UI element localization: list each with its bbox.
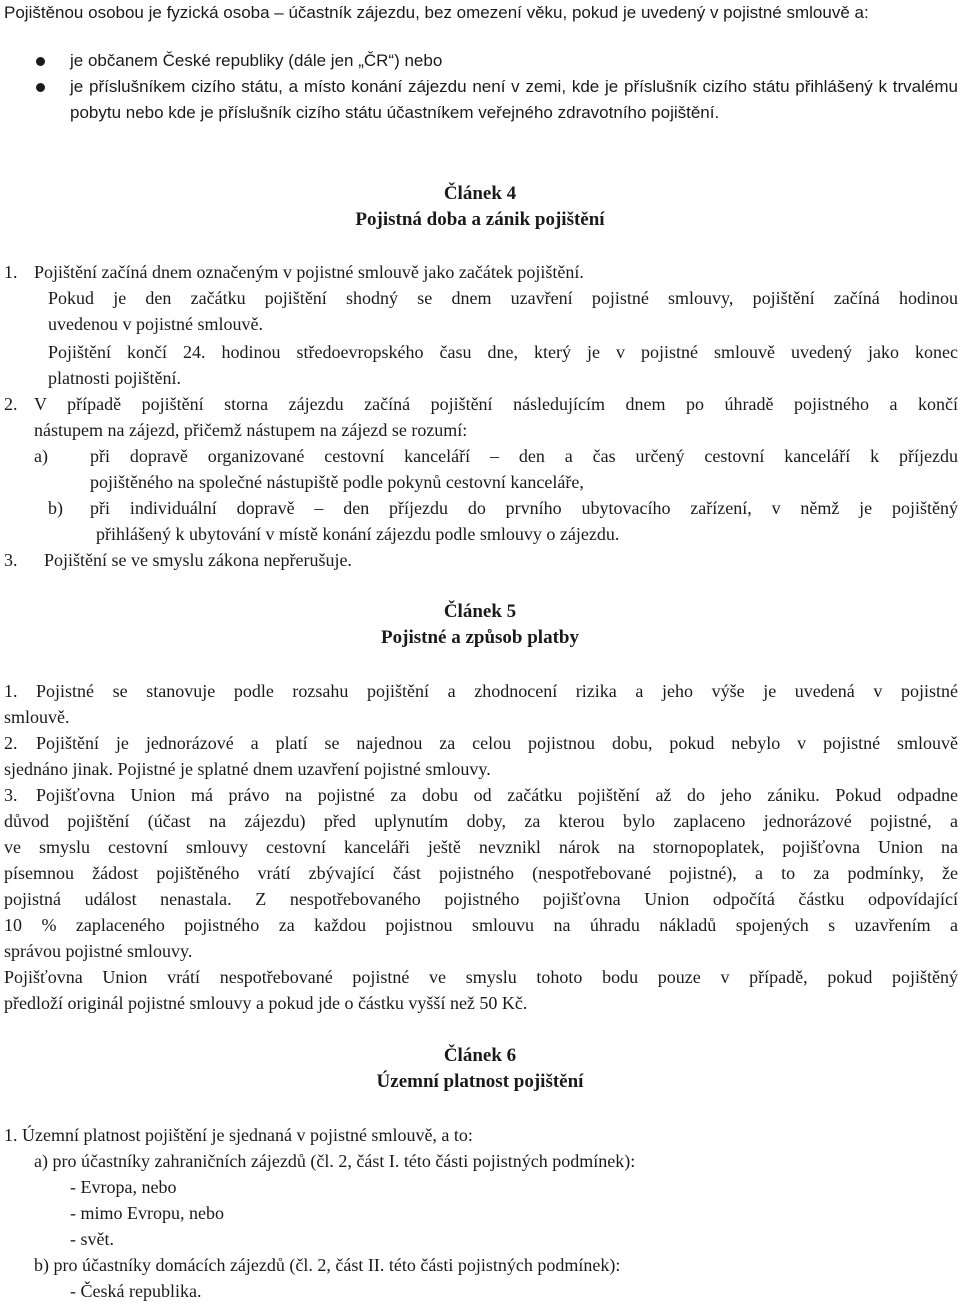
paragraph-line: uvedenou v pojistné smlouvě.	[48, 314, 263, 334]
list-item: je příslušníkem cizího státu, a místo konání zájezdu není v zemi, kde je příslušník cizího státu přihlášený k trvalému pobytu nebo kde je příslušník cizího státu účastníkem veřejného zdravotního pojištění.	[70, 77, 958, 122]
item-number: 1.	[4, 262, 18, 282]
item-number: 3.	[4, 785, 18, 805]
article-6-subtitle: Územní platnost pojištění	[376, 1071, 584, 1092]
paragraph-line: Pokud je den začátku pojištění shodný se dnem uzavření pojistné smlouvy, pojištění začíná hodinou	[48, 288, 958, 308]
paragraph-line: Pojištění končí 24. hodinou středoevropského času dne, který je v pojistné smlouvě uvedený jako konec	[48, 342, 958, 362]
item-number: 3.	[4, 550, 18, 570]
bullet-icon	[36, 83, 45, 92]
paragraph-line: pojistná událost nenastala. Z nespotřebovaného pojistného pojišťovna Union odpočítá částku odpovídající	[4, 889, 958, 909]
paragraph-line: Pojistné se stanovuje podle rozsahu pojištění a zhodnocení rizika a jeho výše je uvedená v pojistné	[36, 681, 958, 701]
paragraph-line: Pojištění je jednorázové a platí se najednou za celou pojistnou dobu, pokud nebylo v pojistné smlouvě	[36, 733, 958, 753]
paragraph-line: V případě pojištění storna zájezdu začíná pojištění následujícím dnem po úhradě pojistného a končí	[34, 394, 958, 414]
paragraph-line: Pojištění začíná dnem označeným v pojistné smlouvě jako začátek pojištění.	[34, 262, 584, 282]
sub-item-label: a)	[34, 446, 48, 466]
article-5-title: Článek 5	[443, 601, 517, 622]
list-item: - Česká republika.	[70, 1281, 202, 1301]
bullet-icon	[36, 57, 45, 66]
article-5-subtitle: Pojistné a způsob platby	[381, 627, 579, 648]
paragraph-line: při dopravě organizované cestovní kanceláří – den a čas určený cestovní kanceláří k příjezdu	[90, 446, 958, 466]
paragraph-line: Pojišťovna Union vrátí nespotřebované pojistné ve smyslu tohoto bodu pouze v případě, pokud pojištěný	[4, 967, 958, 987]
paragraph-line: platnosti pojištění.	[48, 368, 181, 388]
article-4-subtitle: Pojistná doba a zánik pojištění	[355, 209, 605, 230]
paragraph-line: 10 % zaplaceného pojistného za každou pojistnou smlouvu na úhradu nákladů spojených s uzavřením a	[4, 915, 958, 935]
paragraph-line: přihlášený k ubytování v místě konání zájezdu podle smlouvy o zájezdu.	[96, 524, 620, 544]
paragraph-line: při individuální dopravě – den příjezdu do prvního ubytovacího zařízení, v němž je pojištěný	[90, 498, 958, 518]
paragraph-line: písemnou žádost pojištěného vrátí zbývající část pojistného (nespotřebované pojistné), a to za podmínky, že	[4, 863, 958, 883]
paragraph-line: smlouvě.	[4, 707, 70, 727]
article-4-title: Článek 4	[443, 183, 517, 204]
list-item: - mimo Evropu, nebo	[70, 1203, 224, 1223]
paragraph-line: 1. Územní platnost pojištění je sjednaná v pojistné smlouvě, a to:	[4, 1125, 473, 1145]
paragraph-line: sjednáno jinak. Pojistné je splatné dnem uzavření pojistné smlouvy.	[4, 759, 491, 779]
item-number: 2.	[4, 733, 18, 753]
list-item: - svět.	[70, 1229, 114, 1249]
paragraph-line: b) pro účastníky domácích zájezdů (čl. 2, část II. této části pojistných podmínek):	[34, 1255, 621, 1275]
paragraph-line: Pojištění se ve smyslu zákona nepřerušuje.	[44, 550, 352, 570]
paragraph-line: pojištěného na společné nástupiště podle pokynů cestovní kanceláře,	[90, 472, 584, 492]
list-item: - Evropa, nebo	[70, 1177, 177, 1197]
paragraph-line: správou pojistné smlouvy.	[4, 941, 193, 961]
paragraph-line: nástupem na zájezd, přičemž nástupem na zájezd se rozumí:	[34, 420, 468, 440]
paragraph-line: ve smyslu cestovní smlouvy cestovní kanceláři ještě nevznikl nárok na stornopoplatek, pojišťovna Union na	[4, 837, 958, 857]
article-6-title: Článek 6	[443, 1045, 517, 1066]
item-number: 1.	[4, 681, 18, 701]
item-number: 2.	[4, 394, 18, 414]
paragraph-line: předloží originál pojistné smlouvy a pokud jde o částku vyšší než 50 Kč.	[4, 993, 528, 1013]
intro-paragraph: Pojištěnou osobou je fyzická osoba – účastník zájezdu, bez omezení věku, pokud je uvedený v pojistné smlouvě a:	[4, 3, 869, 22]
paragraph-line: a) pro účastníky zahraničních zájezdů (čl. 2, část I. této části pojistných podmínek):	[34, 1151, 636, 1171]
paragraph-line: důvod pojištění (účast na zájezdu) před uplynutím doby, za kterou bylo zaplaceno jednorázové pojistné, a	[4, 811, 958, 831]
paragraph-line: Pojišťovna Union má právo na pojistné za dobu od začátku pojištění až do jeho zániku. Pokud odpadne	[36, 785, 958, 805]
list-item: je občanem České republiky (dále jen „ČR“) nebo	[70, 51, 443, 70]
sub-item-label: b)	[48, 498, 63, 518]
